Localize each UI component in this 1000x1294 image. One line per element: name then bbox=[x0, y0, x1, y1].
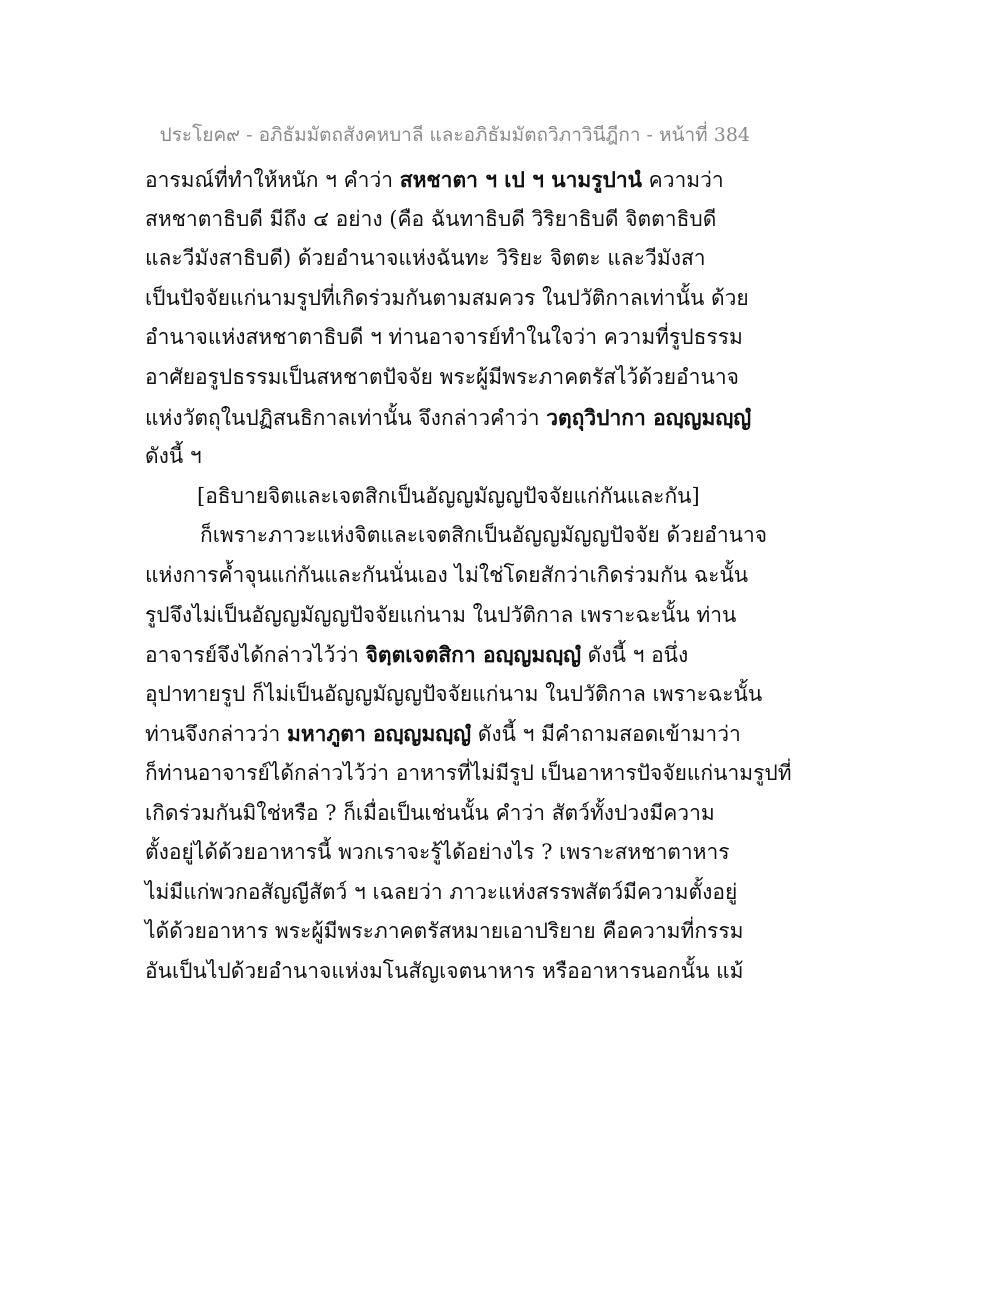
text-span: ดังนี้ ฯ อนึ่ง bbox=[581, 643, 689, 668]
text-span: ท่านจึงกล่าวว่า bbox=[145, 722, 287, 747]
text-span: เป็นปัจจัยแก่นามรูปที่เกิดร่วมกันตามสมควร ในปวัติกาลเท่านั้น ด้วย bbox=[145, 285, 749, 310]
text-line bbox=[145, 398, 865, 438]
text-span: อาจารย์จึงได้กล่าวไว้ว่า bbox=[145, 643, 366, 668]
text-span: ก็เพราะภาวะแห่งจิตและเจตสิกเป็นอัญญมัญญปัจจัย ด้วยอำนาจ bbox=[200, 523, 768, 548]
text-line bbox=[145, 516, 865, 556]
text-span: ไม่มีแก่พวกอสัญญีสัตว์ ฯ เฉลยว่า ภาวะแห่งสรรพสัตว์มีความตั้งอยู่ bbox=[145, 879, 738, 904]
text-line bbox=[145, 754, 865, 794]
text-span: แห่งการค้ำจุนแก่กันและกันนั่นเอง ไม่ใช่โดยสักว่าเกิดร่วมกัน ฉะนั้น bbox=[145, 562, 749, 587]
text-span: ความว่า bbox=[641, 168, 724, 192]
pali-term: มหาภูตา อญฺญมญฺญํ bbox=[286, 721, 472, 747]
text-span: ตั้งอยู่ได้ด้วยอาหารนี้ พวกเราจะรู้ได้อย่างไร ? เพราะสหชาตาหาร bbox=[145, 840, 730, 865]
text-line bbox=[145, 358, 865, 398]
text-span: เกิดร่วมกันมิใช่หรือ ? ก็เมื่อเป็นเช่นนั้น คำว่า สัตว์ทั้งปวงมีความ bbox=[145, 800, 715, 825]
text-span: ดังนี้ ฯ bbox=[145, 444, 202, 469]
text-line bbox=[145, 833, 865, 873]
text-line bbox=[145, 675, 865, 715]
text-span: อารมณ์ที่ทำให้หนัก ฯ คำว่า bbox=[145, 168, 400, 192]
section-heading bbox=[145, 477, 865, 517]
text-line bbox=[145, 318, 865, 358]
text-span: อันเป็นไปด้วยอำนาจแห่งมโนสัญเจตนาหาร หรืออาหารนอกนั้น แม้ bbox=[145, 958, 744, 983]
text-line bbox=[145, 437, 865, 477]
text-span: อำนาจแห่งสหชาตาธิบดี ฯ ท่านอาจารย์ทำในใจว่า ความที่รูปธรรม bbox=[145, 325, 743, 350]
text-span: [อธิบายจิตและเจตสิกเป็นอัญญมัญญปัจจัยแก่กันและกัน] bbox=[197, 483, 700, 508]
text-line bbox=[145, 794, 865, 834]
text-span: อาศัยอรูปธรรมเป็นสหชาตปัจจัย พระผู้มีพระภาคตรัสไว้ด้วยอำนาจ bbox=[145, 364, 739, 389]
text-span: อุปาทายรูป ก็ไม่เป็นอัญญมัญญปัจจัยแก่นาม ในปวัติกาล เพราะฉะนั้น bbox=[145, 681, 763, 706]
text-span: สหชาตาธิบดี มีถึง ๔ อย่าง (คือ ฉันทาธิบดี วิริยาธิบดี จิตตาธิบดี bbox=[145, 206, 717, 231]
text-line bbox=[145, 239, 865, 279]
text-line bbox=[145, 952, 865, 992]
text-line bbox=[145, 556, 865, 596]
body-text bbox=[145, 160, 865, 991]
text-line bbox=[145, 912, 865, 952]
running-header: ประโยค๙ - อภิธัมมัตถสังคหบาลี และอภิธัมมัตถวิภาวินีฎีกา - หน้าที่ 384 bbox=[159, 124, 750, 146]
text-span: ก็ท่านอาจารย์ได้กล่าวไว้ว่า อาหารที่ไม่มีรูป เป็นอาหารปัจจัยแก่นามรูปที่ bbox=[145, 760, 792, 785]
text-span: และวีมังสาธิบดี) ด้วยอำนาจแห่งฉันทะ วิริยะ จิตตะ และวีมังสา bbox=[145, 246, 706, 271]
text-line bbox=[145, 279, 865, 319]
pali-term: วตฺถุวิปากา อญฺญมญฺญํ bbox=[546, 404, 752, 430]
text-line bbox=[145, 596, 865, 636]
pali-term: จิตฺตเจตสิกา อญฺญมญฺญํ bbox=[365, 642, 581, 668]
text-line bbox=[145, 200, 865, 240]
text-span: แห่งวัตถุในปฏิสนธิกาลเท่านั้น จึงกล่าวคำว่า bbox=[145, 405, 547, 430]
text-span: ได้ด้วยอาหาร พระผู้มีพระภาคตรัสหมายเอาปริยาย คือความที่กรรม bbox=[145, 919, 744, 944]
text-span: รูปจึงไม่เป็นอัญญมัญญปัจจัยแก่นาม ในปวัติกาล เพราะฉะนั้น ท่าน bbox=[145, 602, 737, 627]
text-span: ดังนี้ ฯ มีคำถามสอดเข้ามาว่า bbox=[471, 722, 741, 747]
pali-term: สหชาตา ฯ เป ฯ นามรูปานํ bbox=[399, 167, 642, 192]
text-line bbox=[145, 714, 865, 754]
text-line bbox=[145, 635, 865, 675]
text-line bbox=[145, 160, 865, 200]
text-line bbox=[145, 873, 865, 913]
